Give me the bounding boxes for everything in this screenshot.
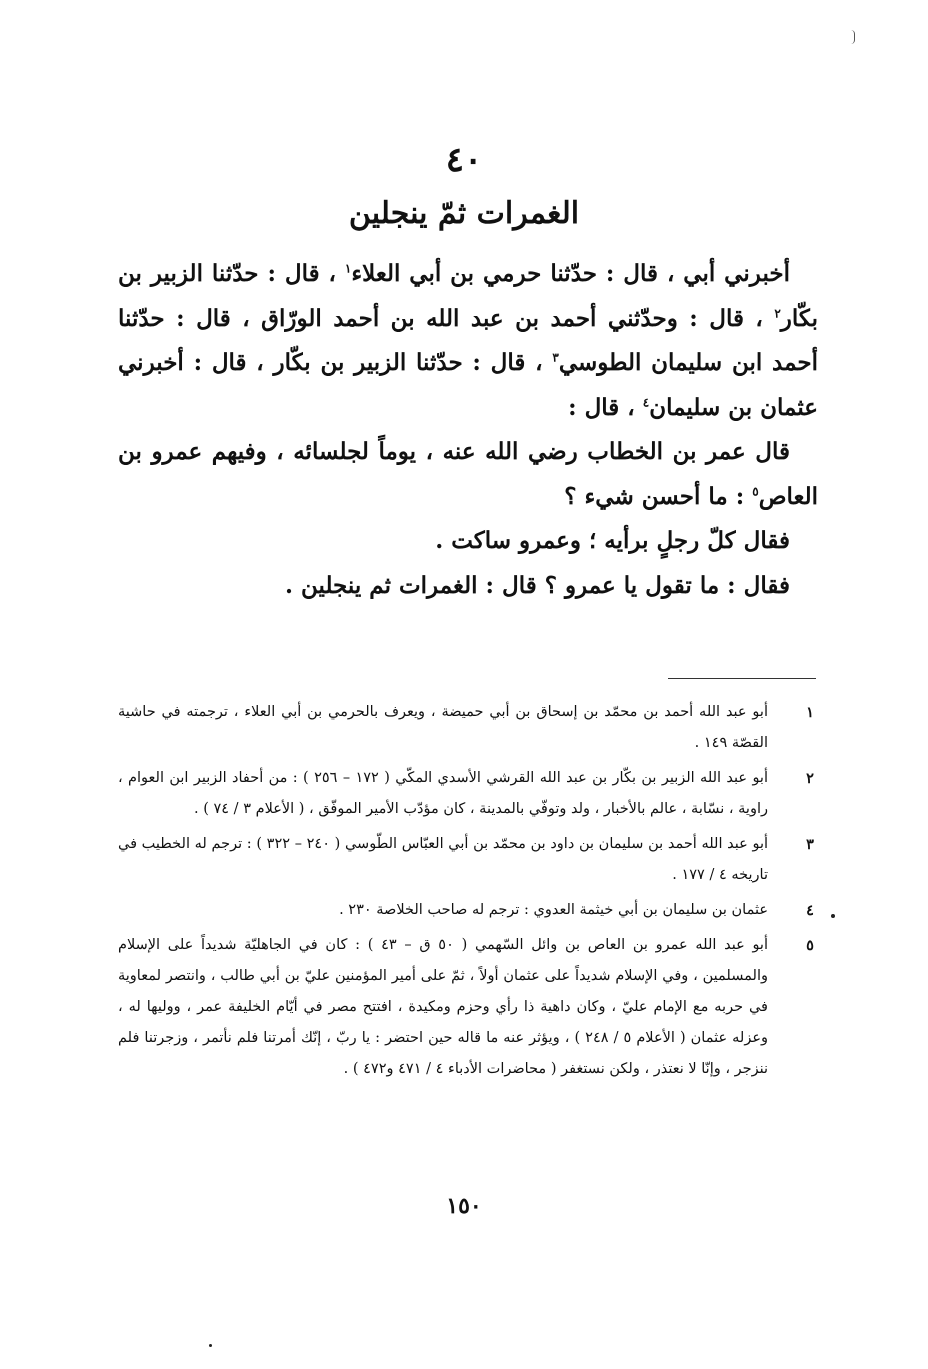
isnad-text: ، قال : [568, 393, 643, 421]
footnotes [118, 697, 820, 1089]
footnote-number: ٣ [806, 836, 814, 853]
isnad-text: ، قال : حدّثنا الزبير بن بكّار [118, 260, 818, 332]
page-number: ١٥٠ [446, 1193, 482, 1219]
isnad-text: أخبرني أبي ، قال : حدّثنا حرمي بن أبي العلاء [351, 260, 790, 287]
footnote [118, 697, 820, 759]
isnad-text: ، قال : وحدّثني أحمد بن عبد الله بن أحمد الورّاق ، قال : حدّثنا أحمد ابن سليمان الطوسي [118, 304, 818, 376]
footnote-text: أبو عبد الله الزبير بن بكّار بن عبد الله القرشي الأسدي المكّي ( ١٧٢ – ٢٥٦ ) : من أحفاد الزبير ابن العوام ، راوية ، نسّابة ، عالم بالأخبار ، ولد وتوفّي بالمدينة ، كان مؤدّب الأمير الموفّق ، ( الأعلام ٣ / ٧٤ ) . [118, 770, 769, 817]
story-title: الغمرات ثمّ ينجلين [348, 196, 580, 231]
story-number: ٤٠ [445, 140, 483, 180]
footnote-number: ١ [806, 704, 814, 721]
footnote-ref: ٣ [552, 350, 559, 365]
footnote [118, 930, 820, 1085]
footnote-ref: ٢ [774, 305, 781, 320]
scan-mark [846, 30, 855, 44]
isnad-paragraph [118, 252, 818, 430]
footnote [118, 763, 820, 825]
footnote [118, 829, 820, 891]
narrative-paragraph [118, 430, 818, 519]
footnote-number: ٢ [806, 770, 814, 787]
dialogue-line: فقال : ما تقول يا عمرو ؟ قال : الغمرات ثم ينجلين . [284, 571, 790, 599]
footnote-separator [668, 678, 816, 679]
footnote-text: أبو عبد الله أحمد بن محمّد بن إسحاق بن أبي حميضة ، ويعرف بالحرمي بن أبي العلاء ، ترجمته في حاشية القصّة ١٤٩ . [118, 704, 768, 751]
footnote-text: أبو عبد الله أحمد بن سليمان بن داود بن محمّد بن أبي العبّاس الطّوسي ( ٢٤٠ – ٣٢٢ ) : ترجم له الخطيب في تاريخه ٤ / ١٧٧ . [118, 836, 769, 883]
dialogue-line: فقال كلّ رجلٍ برأيه ؛ وعمرو ساكت . [435, 527, 790, 554]
footnote-ref: ١ [344, 261, 352, 276]
narrative-text: : ما أحسن شيء ؟ [564, 482, 753, 510]
isnad-text: ، قال : حدّثنا الزبير بن بكّار ، قال : أخبرني عثمان بن سليمان [118, 349, 818, 421]
footnote-text: عثمان بن سليمان بن أبي خيثمة العدوي : ترجم له صاحب الخلاصة ٢٣٠ . [339, 902, 768, 918]
footnote-text: أبو عبد الله عمرو بن العاص بن وائل السّهمي ( ٥٠ ق – ٤٣ ) : كان في الجاهليّة شديداً على الإسلام والمسلمين ، وفي الإسلام شديداً على عثمان أولاً ، ثمّ على أمير المؤمنين عليّ بن أبي طالب ، وانتصر لمعاوية في حربه مع الإمام عليّ ، وكان داهية ذا رأي وحزم ومكيدة ، افتتح مصر في أيّام الخليفة عمر ، ووليها له ، وعزله عثمان ( الأعلام ٥ / ٢٤٨ ) ، ويؤثر عنه ما قاله حين احتضر : يا ربّ ، إنّك أمرتنا فلم نأتمر ، وزجرتنا فلم ننزجر ، وإنّا لا نعتذر ، ولكن نستغفر ( محاضرات الأدباء ٤ / ٤٧١ و٤٧٢ ) . [118, 937, 769, 1077]
footnote-number: ٥ [806, 937, 814, 954]
scan-speck [209, 1344, 212, 1347]
footnote [118, 895, 820, 926]
footnote-ref: ٤ [642, 394, 650, 409]
scan-speck [831, 914, 835, 918]
footnote-ref: ٥ [752, 483, 759, 498]
footnote-number: ٤ [806, 902, 814, 919]
story-body [118, 252, 818, 608]
narrative-text: قال عمر بن الخطاب رضي الله عنه ، يوماً لجلسائه ، وفيهم عمرو بن العاص [118, 438, 818, 510]
